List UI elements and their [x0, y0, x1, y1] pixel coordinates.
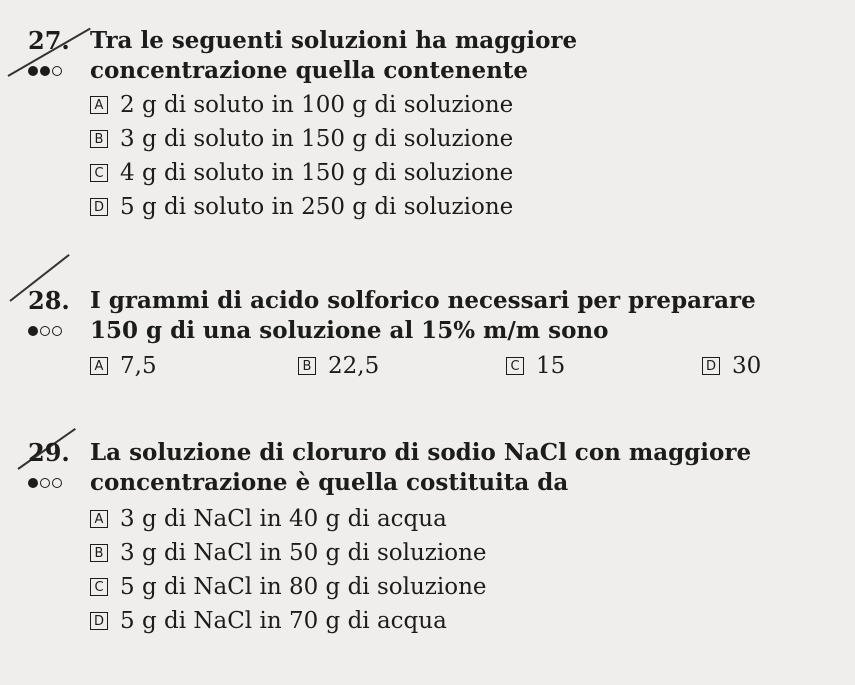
- answer-option-a[interactable]: [90, 88, 828, 122]
- option-text: 5 g di NaCl in 70 g di acqua: [120, 608, 447, 634]
- difficulty-indicator: [28, 468, 90, 498]
- question-number: 29.: [28, 438, 70, 467]
- option-letter-box: D: [90, 198, 108, 216]
- difficulty-indicator: [28, 316, 90, 346]
- option-text: 30: [732, 353, 762, 379]
- option-letter-box: A: [90, 357, 108, 375]
- option-text: 22,5: [328, 353, 380, 379]
- option-letter-box: C: [506, 357, 524, 375]
- question-text-line: I grammi di acido solforico necessari per preparare: [90, 287, 756, 314]
- option-text: 3 g di NaCl in 50 g di soluzione: [120, 540, 487, 566]
- answer-option-d[interactable]: [90, 190, 828, 224]
- answer-option-c[interactable]: [90, 570, 828, 604]
- answer-option-b[interactable]: [298, 353, 506, 379]
- option-text: 4 g di soluto in 150 g di soluzione: [120, 160, 514, 186]
- difficulty-dot-empty: [40, 478, 50, 488]
- option-letter-box: C: [90, 164, 108, 182]
- option-letter-box: D: [702, 357, 720, 375]
- option-letter-box: B: [298, 357, 316, 375]
- answer-option-a[interactable]: [90, 353, 298, 379]
- answer-option-a[interactable]: [90, 502, 828, 536]
- answer-option-b[interactable]: [90, 122, 828, 156]
- difficulty-indicator: [28, 56, 90, 86]
- question-29: [28, 438, 828, 638]
- answer-option-c[interactable]: [90, 156, 828, 190]
- answer-option-c[interactable]: [506, 353, 702, 379]
- option-text: 3 g di soluto in 150 g di soluzione: [120, 126, 514, 152]
- option-text: 3 g di NaCl in 40 g di acqua: [120, 506, 447, 532]
- answer-option-b[interactable]: [90, 536, 828, 570]
- question-number: 27.: [28, 26, 70, 55]
- difficulty-dot-filled: [28, 326, 38, 336]
- difficulty-dot-empty: [52, 326, 62, 336]
- question-27: [28, 26, 828, 224]
- difficulty-dot-filled: [40, 66, 50, 76]
- difficulty-dot-filled: [28, 66, 38, 76]
- option-letter-box: A: [90, 96, 108, 114]
- question-number: 28.: [28, 286, 70, 315]
- option-letter-box: B: [90, 544, 108, 562]
- option-text: 2 g di soluto in 100 g di soluzione: [120, 92, 514, 118]
- question-text-line: La soluzione di cloruro di sodio NaCl con maggiore: [90, 439, 752, 466]
- option-text: 5 g di NaCl in 80 g di soluzione: [120, 574, 487, 600]
- option-letter-box: D: [90, 612, 108, 630]
- answer-option-d[interactable]: [702, 353, 761, 379]
- option-text: 15: [536, 353, 566, 379]
- difficulty-dot-filled: [28, 478, 38, 488]
- difficulty-dot-empty: [40, 326, 50, 336]
- difficulty-dot-empty: [52, 478, 62, 488]
- option-letter-box: B: [90, 130, 108, 148]
- option-letter-box: A: [90, 510, 108, 528]
- question-text-line: 150 g di una soluzione al 15% m/m sono: [90, 317, 609, 344]
- question-text-line: Tra le seguenti soluzioni ha maggiore: [90, 27, 578, 54]
- question-28: [28, 286, 828, 386]
- answer-option-d[interactable]: [90, 604, 828, 638]
- question-text-line: concentrazione quella contenente: [90, 57, 529, 84]
- difficulty-dot-empty: [52, 66, 62, 76]
- option-text: 7,5: [120, 353, 157, 379]
- option-text: 5 g di soluto in 250 g di soluzione: [120, 194, 514, 220]
- option-letter-box: C: [90, 578, 108, 596]
- question-text-line: concentrazione è quella costituita da: [90, 469, 569, 496]
